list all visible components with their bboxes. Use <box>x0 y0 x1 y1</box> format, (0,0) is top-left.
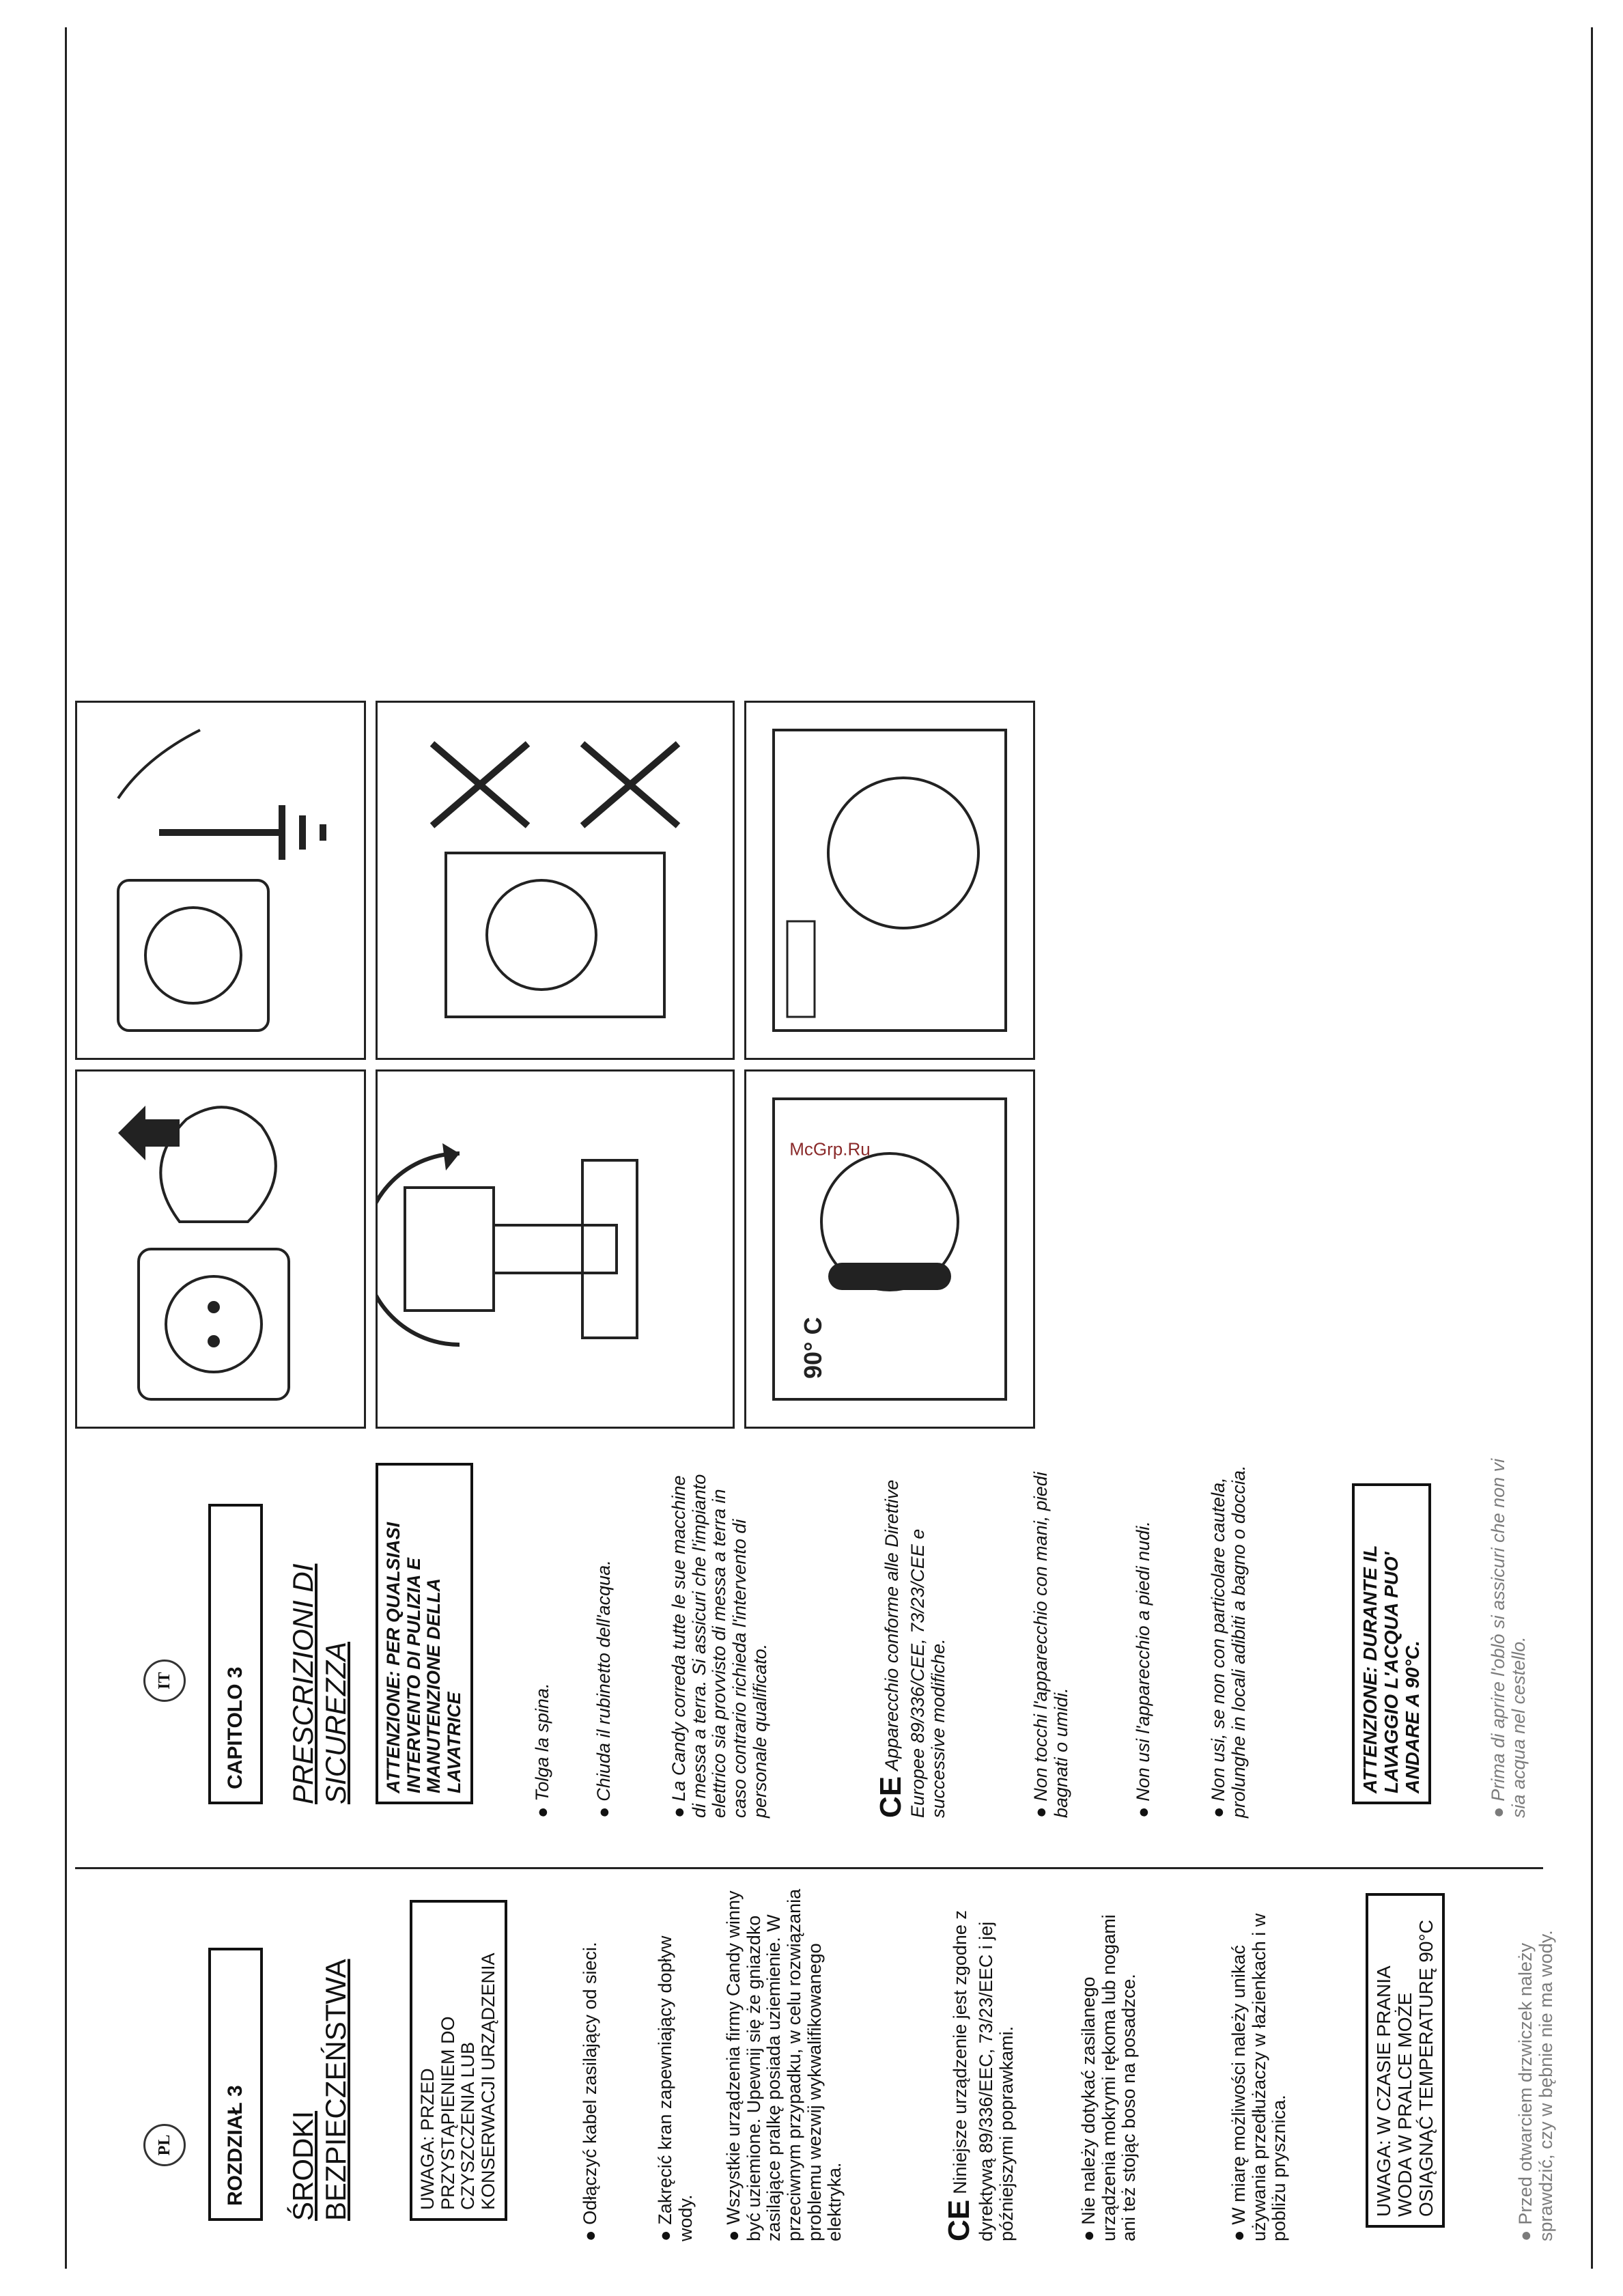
bullet-unplug: ● Tolga la spina. <box>533 1456 553 1818</box>
bullet-extension: ● W miarę możliwości należy unikać używania przedłużaczy w łazienkach i w pobliżu prysznica. <box>1229 1886 1290 2241</box>
bullet-unplug: ● Odłączyć kabel zasilający od sieci. <box>580 1886 601 2241</box>
no-wet-hands-icon <box>378 703 733 1058</box>
plug-socket-icon <box>77 1072 364 1427</box>
bullet-door: ● Prima di aprire l'oblò si assicuri che non vi sia acqua nel cestello. <box>1488 1456 1529 1818</box>
warning-box: ATTENZIONE: DURANTE IL LAVAGGIO L'ACQUA PUO' ANDARE A 90°C. <box>1352 1483 1431 1804</box>
washer-door-icon <box>746 703 1033 1058</box>
chapter-label: ROZDZIAŁ 3 <box>208 1948 263 2221</box>
bullet-wet-hands: ● Nie należy dotykać zasilanego urządzenia mokrymi rękoma lub nogami ani też stojąc boso na posadzce. <box>1079 1886 1140 2241</box>
ce-statement: Apparecchio conforme alle Direttive Europee 89/336/CEE, 73/23/CEE e successive modifiche. <box>881 1479 948 1818</box>
bullet-tap: ● Chiuda il rubinetto dell'acqua. <box>594 1456 615 1818</box>
ce-statement: Niniejsze urządzenie jest zgodne z dyrektywą 89/336/EEC, 73/23/EEC i jej późniejszymi poprawkami. <box>950 1910 1017 2241</box>
earth-illustration <box>75 701 366 1060</box>
bottom-rule <box>1591 27 1593 2269</box>
bullet-barefoot: ● Non usi l'apparecchio a piedi nudi. <box>1133 1456 1154 1818</box>
section-title: ŚRODKI BEZPIECZEŃSTWA <box>287 1959 352 2221</box>
bullet-earth: ● Wszystkie urządzenia firmy Candy winny być uziemione. Upewnij się że gniazdko zasilające pralkę posiada uziemienie. W przeciwnym przypadku, w celu rozwiązania problemu wezwij wykwalifikowanego elektryka. <box>724 1886 845 2241</box>
door-illustration <box>744 701 1035 1060</box>
thermometer-label: 90° C <box>799 1317 827 1379</box>
watermark: McGrp.Ru <box>789 1138 871 1160</box>
column-pl <box>68 1879 1591 2269</box>
warning-box: UWAGA: W CZASIE PRANIA WODA W PRALCE MOŻE OSIĄGNĄĆ TEMPERATURĘ 90°C <box>1366 1893 1445 2228</box>
bullet-extension: ● Non usi, se non con particolare cautela, prolunghe in locali adibiti a bagno o doccia. <box>1209 1456 1249 1818</box>
ce-text <box>942 1886 1017 2241</box>
important-box: ATTENZIONE: PER QUALSIASI INTERVENTO DI PULIZIA E MANUTENZIONE DELLA LAVATRICE <box>376 1463 473 1804</box>
earth-ground-icon <box>77 703 364 1058</box>
section-title: PRESCRIZIONI DI SICUREZZA <box>287 1563 352 1804</box>
lang-badge-pl: PL <box>143 2124 186 2166</box>
ce-text <box>874 1456 948 1818</box>
bullet-door: ● Przed otwarciem drzwiczek należy sprawdzić, czy w bębnie nie ma wody. <box>1516 1886 1556 2241</box>
tap-illustration <box>376 1069 735 1429</box>
ce-mark-icon: CE <box>942 2199 976 2241</box>
bullet-earth: ● La Candy correda tutte le sue macchine di messa a terra. Si assicuri che l'impianto elettrico sia provvisto di messa a terra in caso contrario richieda l'intervento di personale qualificato. <box>669 1456 770 1818</box>
column-it <box>68 1449 1591 1859</box>
ce-mark-icon: CE <box>874 1776 907 1818</box>
top-rule <box>65 27 67 2269</box>
wet-hands-illustration <box>376 701 735 1060</box>
column-divider <box>75 1867 1543 1869</box>
unplug-illustration <box>75 1069 366 1429</box>
temperature-illustration <box>744 1069 1035 1429</box>
illustration-panel <box>75 705 1577 1429</box>
bullet-tap: ● Zakręcić kran zapewniający dopływ wody. <box>655 1886 696 2241</box>
thermometer-icon <box>746 1072 1033 1427</box>
bullet-wet-hands: ● Non tocchi l'apparecchio con mani, piedi bagnati o umidi. <box>1031 1456 1071 1818</box>
important-box: UWAGA: PRZED PRZYSTĄPIENIEM DO CZYSZCZENIA LUB KONSERWACJI URZĄDZENIA <box>410 1900 507 2221</box>
water-tap-icon <box>378 1072 733 1427</box>
lang-badge-it: IT <box>143 1660 186 1702</box>
chapter-label: CAPITOLO 3 <box>208 1504 263 1804</box>
